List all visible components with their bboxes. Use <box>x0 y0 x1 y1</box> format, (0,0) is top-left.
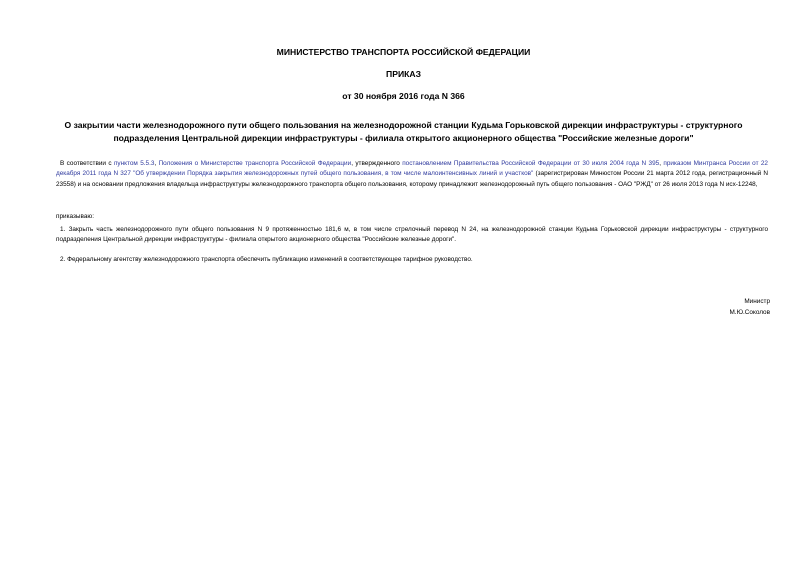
document-type: ПРИКАЗ <box>386 69 421 79</box>
document-date: от 30 ноября 2016 года N 366 <box>342 91 465 101</box>
preamble-text-2: , <box>154 160 159 167</box>
link-government-resolution[interactable]: постановлением Правительства Российской Федерации от 30 июля 2004 года N 395 <box>402 160 660 167</box>
signatory-name: М.Ю.Соколов <box>729 309 770 316</box>
decree-word: приказываю: <box>56 213 94 220</box>
preamble-text-4: , <box>659 160 664 167</box>
preamble-text-5: (зарегистрирован Минюстом России 21 марта 2012 года, регистрационный N 23558) и на основании предложения владельца инфраструктуры железнодорожного транспорта общего пользования, которому принадлежит железнодорожный путь общего пользования - ОАО "РЖД" от 26 июля 2013 года N исх-12248, <box>56 170 769 188</box>
link-ministry-regulation[interactable]: Положения о Министерстве транспорта Российской Федерации <box>158 160 352 167</box>
ministry-name: МИНИСТЕРСТВО ТРАНСПОРТА РОССИЙСКОЙ ФЕДЕРАЦИИ <box>276 47 531 57</box>
order-item-2: 2. Федеральному агентству железнодорожного транспорта обеспечить публикацию изменений в соответствующее тарифное руководство. <box>60 256 473 263</box>
link-clause-5-5-3[interactable]: пунктом 5.5.3 <box>113 160 155 167</box>
preamble-text-1: В соответствии с <box>60 160 114 167</box>
link-mintrans-order[interactable]: приказом Минтранса России от 22 декабря 2011 года N 327 "Об утверждении Порядка закрытия железнодорожных путей общего пользования, в том числе малоинтенсивных линий и участков" <box>56 160 768 178</box>
preamble-paragraph <box>56 159 768 190</box>
order-item-1: 1. Закрыть часть железнодорожного пути общего пользования N 9 протяженностью 181,6 м, в том числе стрелочный перевод N 24, на железнодорожной станции Кудьма Горьковской дирекции инфраструктуры - структурного подразделения Центральной дирекции инфраструктуры - филиала открытого акционерного общества "Российские железные дороги". <box>56 226 768 244</box>
signatory-position: Министр <box>744 298 770 305</box>
signature-block <box>729 296 770 318</box>
document-title: О закрытии части железнодорожного пути общего пользования на железнодорожной станции Кудьма Горьковской дирекции инфраструктуры - структурного подразделения Центральной дирекции инфраструктуры - филиала открытого акционерного общества "Российские железные дороги" <box>64 120 743 143</box>
preamble-text-3: , утвержденного <box>351 160 403 167</box>
